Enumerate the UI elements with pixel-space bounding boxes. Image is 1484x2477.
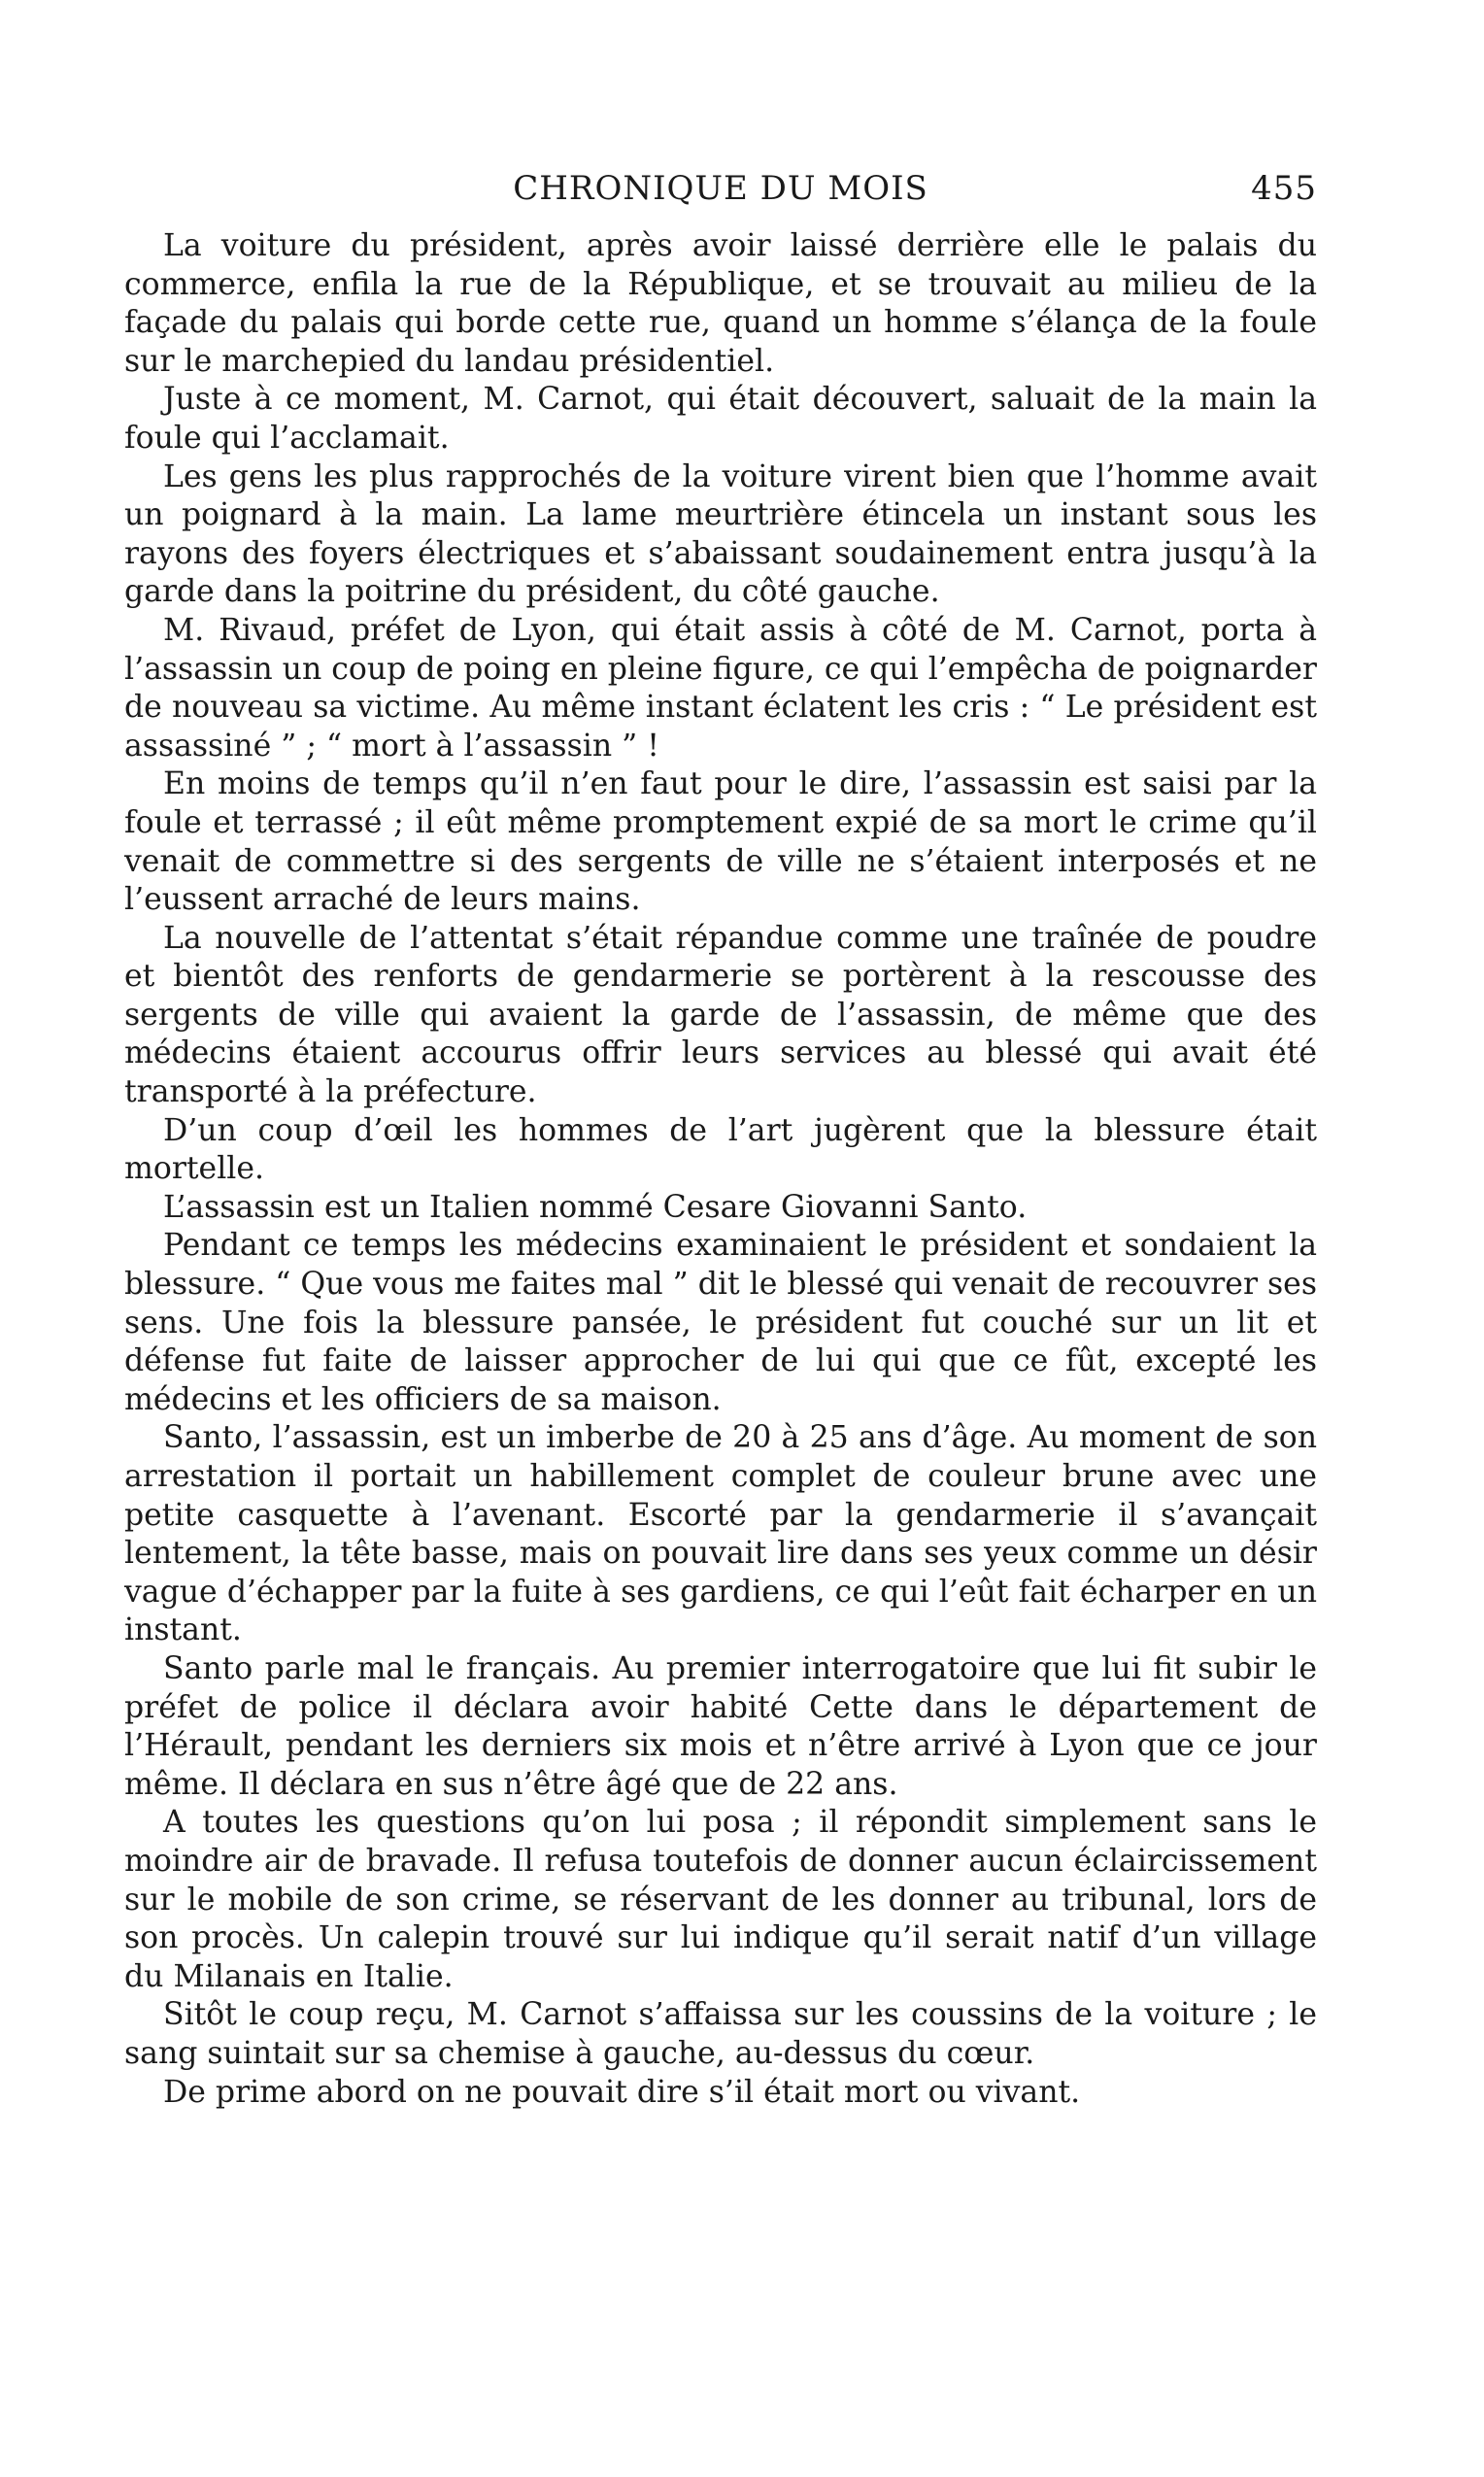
paragraph: A toutes les questions qu’on lui posa ; il répondit simplement sans le moindre air de bravade. Il refusa toutefois de donner aucun éclaircissement sur le mobile de son crime, se réservant de les donner au tribunal, lors de son procès. Un calepin trouvé sur lui indique qu’il serait natif d’un village du Milanais en Italie. xyxy=(124,1805,1317,1994)
paragraph: La voiture du président, après avoir laissé derrière elle le palais du commerce, enfila la rue de la République, et se trouvait au milieu de la façade du palais qui borde cette rue, quand un homme s’élança de la foule sur le marchepied du landau présidentiel. xyxy=(124,228,1317,379)
paragraph: Juste à ce moment, M. Carnot, qui était découvert, saluait de la main la foule qui l’acclamait. xyxy=(124,382,1317,456)
paragraph: Santo parle mal le français. Au premier interrogatoire que lui fit subir le préfet de police il déclara avoir habité Cette dans le département de l’Hérault, pendant les derniers six mois et n’être arrivé à Lyon que ce jour même. Il déclara en sus n’être âgé que de 22 ans. xyxy=(124,1650,1317,1802)
paragraph: Santo, l’assassin, est un imberbe de 20 à 25 ans d’âge. Au moment de son arrestation il portait un habillement complet de couleur brune avec une petite casquette à l’avenant. Escorté par la gendarmerie il s’avançait lentement, la tête basse, mais on pouvait lire dans ses yeux comme un désir vague d’échapper par la fuite à ses gardiens, ce qui l’eût fait écharper en un instant. xyxy=(124,1420,1317,1648)
running-title: CHRONIQUE DU MOIS xyxy=(513,169,928,208)
body-text xyxy=(124,227,1317,2112)
page-number: 455 xyxy=(1251,169,1317,208)
running-header xyxy=(124,157,1317,214)
paragraph: L’assassin est un Italien nommé Cesare Giovanni Santo. xyxy=(163,1189,1028,1225)
paragraph: De prime abord on ne pouvait dire s’il était mort ou vivant. xyxy=(163,2074,1081,2110)
paragraph: Les gens les plus rapprochés de la voiture virent bien que l’homme avait un poignard à la main. La lame meurtrière étincela un instant sous les rayons des foyers électriques et s’abaissant soudainement entra jusqu’à la garde dans la poitrine du président, du côté gauche. xyxy=(124,458,1317,610)
paragraph: Sitôt le coup reçu, M. Carnot s’affaissa sur les coussins de la voiture ; le sang suintait sur sa chemise à gauche, au-dessus du cœur. xyxy=(124,1997,1317,2071)
paragraph: D’un coup d’œil les hommes de l’art jugèrent que la blessure était mortelle. xyxy=(124,1112,1317,1187)
paragraph: Pendant ce temps les médecins examinaient le président et sondaient la blessure. “ Que vous me faites mal ” dit le blessé qui venait de recouvrer ses sens. Une fois la blessure pansée, le président fut couché sur un lit et défense fut faite de laisser approcher de lui qui que ce fût, excepté les médecins et les officiers de sa maison. xyxy=(124,1228,1317,1417)
paragraph: La nouvelle de l’attentat s’était répandue comme une traînée de poudre et bientôt des renforts de gendarmerie se portèrent à la rescousse des sergents de ville qui avaient la garde de l’assassin, de même que des médecins étaient accourus offrir leurs services au blessé qui avait été transporté à la préfecture. xyxy=(124,920,1317,1110)
paragraph: M. Rivaud, préfet de Lyon, qui était assis à côté de M. Carnot, porta à l’assassin un coup de poing en pleine figure, ce qui l’empêcha de poignarder de nouveau sa victime. Au même instant éclatent les cris : “ Le président est assassiné ” ; “ mort à l’assassin ” ! xyxy=(124,612,1317,763)
book-page xyxy=(124,157,1317,2112)
paragraph: En moins de temps qu’il n’en faut pour le dire, l’assassin est saisi par la foule et terrassé ; il eût même promptement expié de sa mort le crime qu’il venait de commettre si des sergents de ville ne s’étaient interposés et ne l’eussent arraché de leurs mains. xyxy=(124,766,1317,918)
